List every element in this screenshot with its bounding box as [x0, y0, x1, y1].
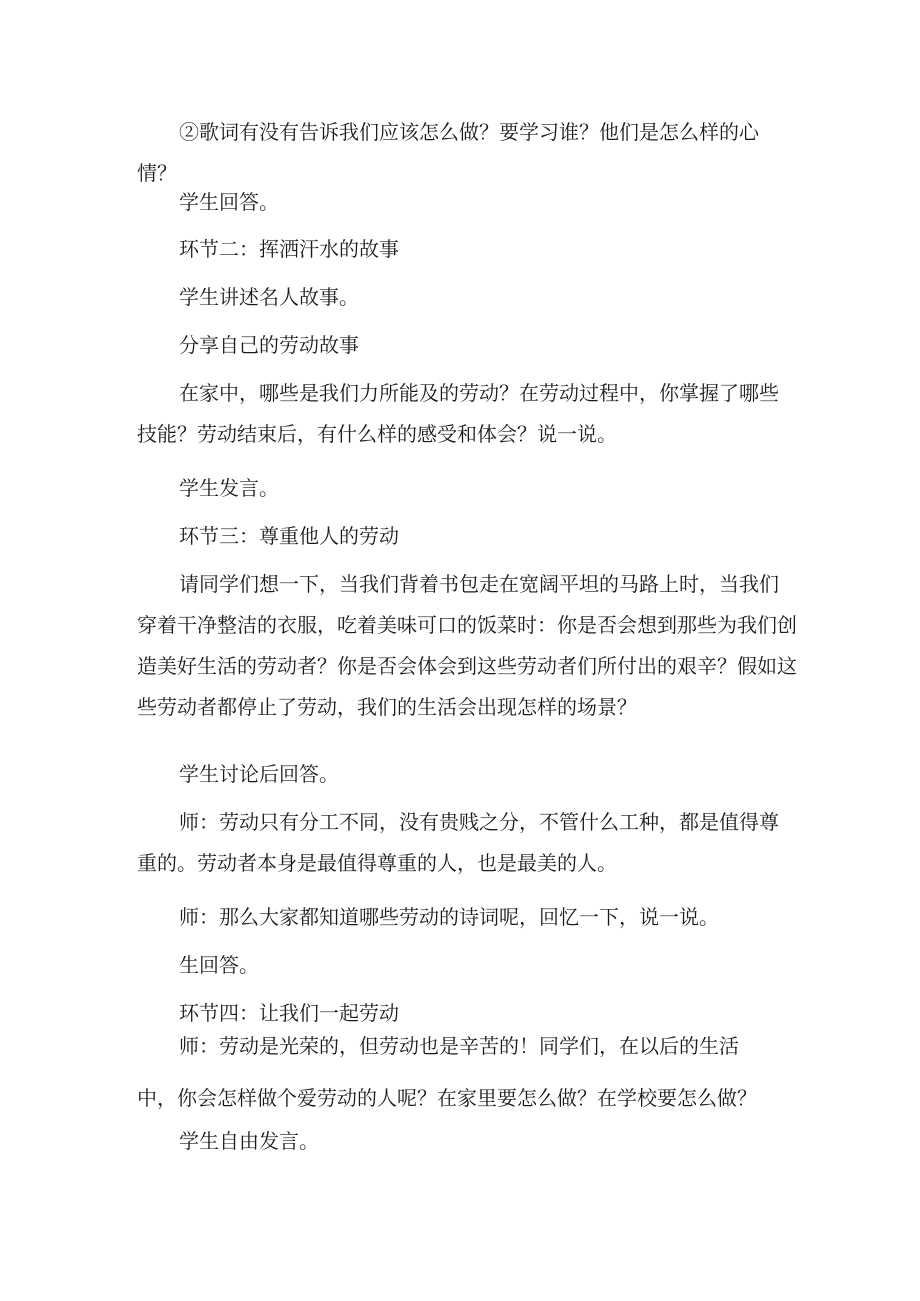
- paragraph-how-to-act: 中，你会怎样做个爱劳动的人呢？在家里要怎么做？在学校要怎么做？: [137, 1086, 757, 1110]
- paragraph-respect-labor: 请同学们想一下，当我们背着书包走在宽阔平坦的马路上时，当我们穿着干净整洁的衣服，吃着美味可口的饭菜时：你是否会想到那些为我们创造美好生活的劳动者？你是否会体会到这些劳动者们所付出的艰辛？假如这些劳动者都停止了劳动，我们的生活会出现怎样的场景？: [137, 572, 797, 719]
- paragraph-teacher-poems: 师：那么大家都知道哪些劳动的诗词呢，回忆一下，说一说。: [179, 905, 719, 929]
- paragraph-free-speech: 学生自由发言。: [179, 1129, 319, 1153]
- paragraph-home-labor: 在家中，哪些是我们力所能及的劳动？在劳动过程中，你掌握了哪些技能？劳动结束后，有什么样的感受和体会？说一说。: [137, 381, 779, 446]
- paragraph-lyrics-question: ②歌词有没有告诉我们应该怎么做？要学习谁？他们是怎么样的心情？: [137, 120, 759, 185]
- paragraph-teacher-glory: 师：劳动是光荣的，但劳动也是辛苦的！同学们，在以后的生活: [179, 1034, 739, 1058]
- paragraph-share-story: 分享自己的劳动故事: [179, 333, 359, 357]
- paragraph-famous-story: 学生讲述名人故事。: [179, 285, 359, 309]
- paragraph-discuss-answer: 学生讨论后回答。: [179, 762, 339, 786]
- paragraph-student-speak: 学生发言。: [179, 476, 279, 500]
- paragraph-student-reply: 生回答。: [179, 953, 259, 977]
- paragraph-student-answer: 学生回答。: [179, 190, 279, 214]
- section-heading-2: 环节二：挥洒汗水的故事: [179, 237, 399, 261]
- section-heading-3: 环节三：尊重他人的劳动: [179, 524, 399, 548]
- section-heading-4: 环节四：让我们一起劳动: [179, 1001, 399, 1025]
- paragraph-teacher-remark: 师：劳动只有分工不同，没有贵贱之分，不管什么工种，都是值得尊重的。劳动者本身是最值得尊重的人，也是最美的人。: [137, 810, 779, 875]
